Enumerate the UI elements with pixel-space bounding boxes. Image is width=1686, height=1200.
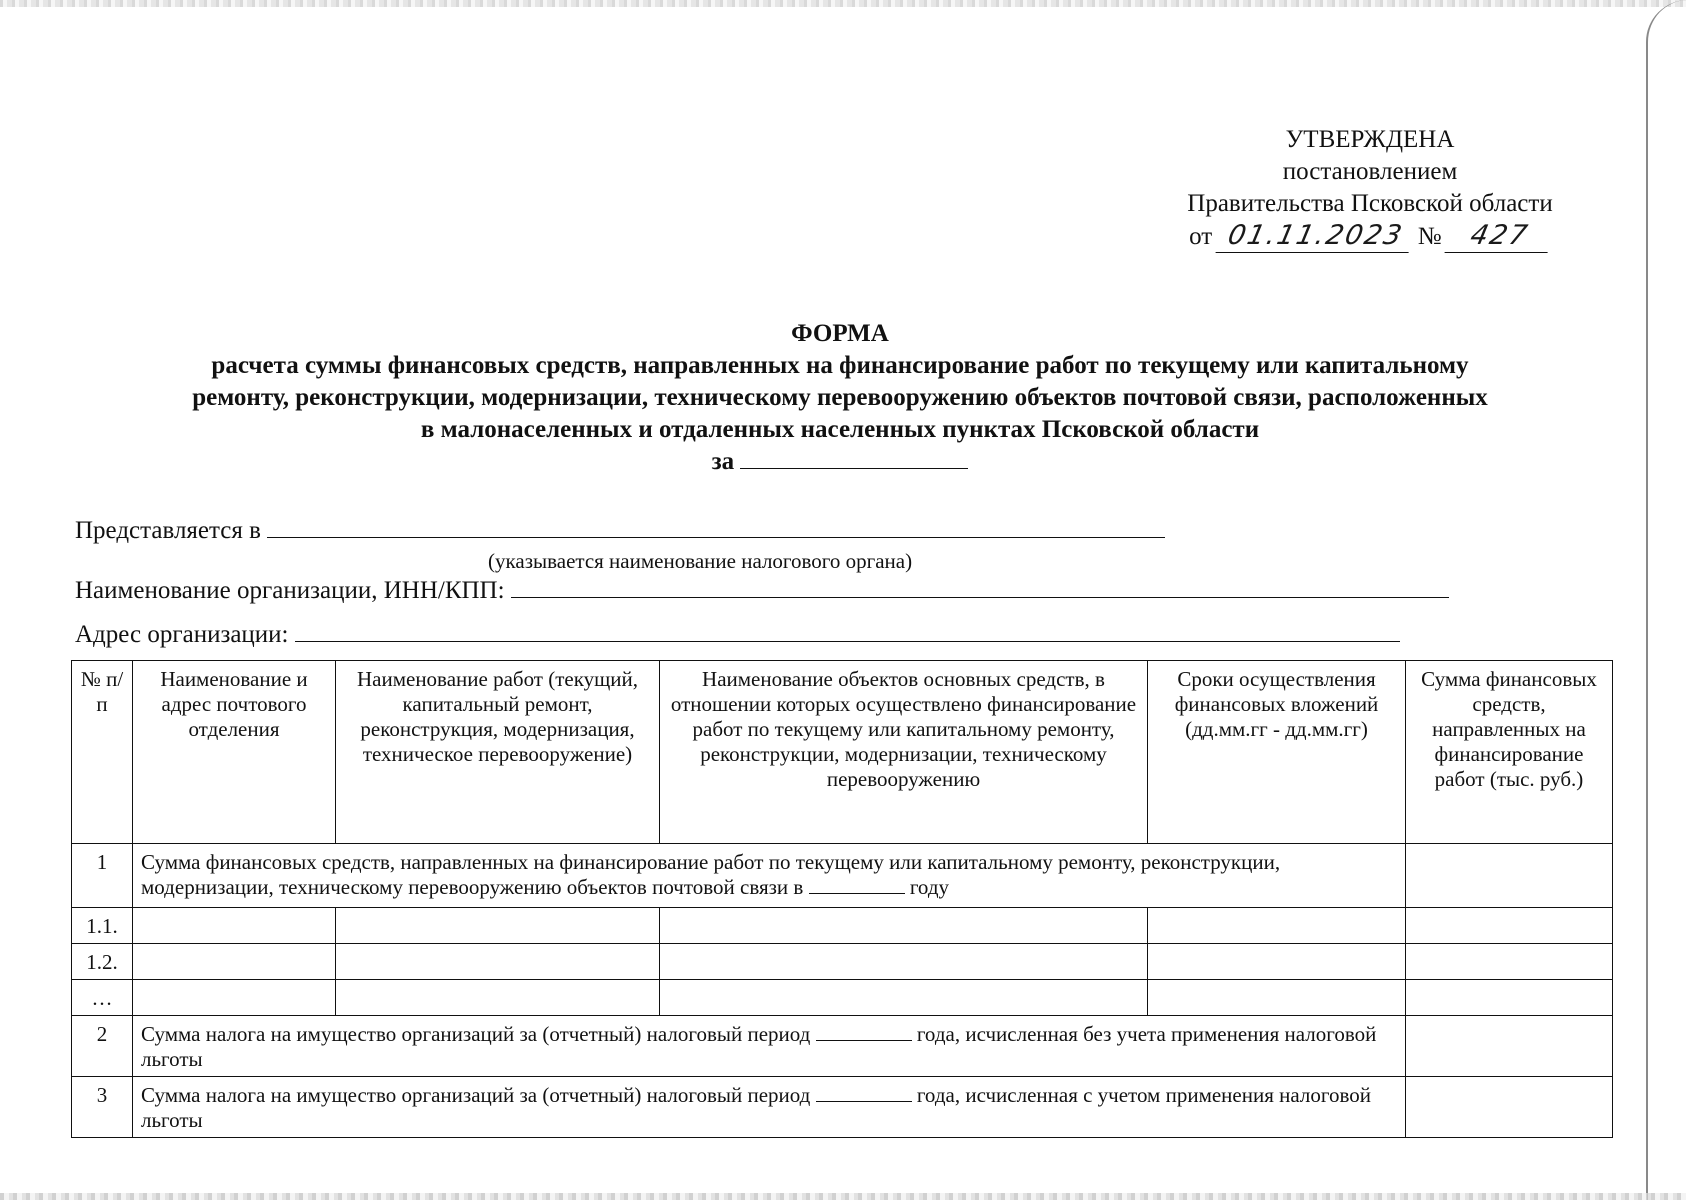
row-description [133,844,1406,908]
approval-date-line [1140,220,1600,253]
row-description [133,1016,1406,1077]
scan-edge-bottom [0,1193,1686,1200]
org-address-blank[interactable] [295,641,1400,642]
table-cell[interactable] [1406,980,1613,1016]
header-fixed-assets: Наименование объектов основных средств, в отношении которых осуществлено финансирование работ по текущему или капитальному ремонту, реконструкции, модернизации, техническому перевооружению [660,661,1148,844]
org-address-label: Адрес организации: [75,621,289,648]
number-prefix: № [1417,223,1442,250]
row-text: Сумма налога на имущество организаций за (отчетный) налоговый период [141,1022,811,1046]
table-cell[interactable] [1148,944,1406,980]
approval-by: постановлением [1282,158,1458,185]
table-cell[interactable] [660,980,1148,1016]
org-address-row [75,621,1400,649]
org-name-label: Наименование организации, ИНН/КПП: [75,577,505,604]
org-name-row [75,577,1449,605]
table-row [72,1016,1613,1077]
table-cell[interactable] [133,908,336,944]
table-cell[interactable] [336,944,660,980]
table-header-row [72,661,1613,844]
approval-block [1140,124,1600,253]
row-num: 1.2. [72,944,133,980]
amount-cell[interactable] [1406,1016,1613,1077]
table-cell[interactable] [1406,908,1613,944]
table-row [72,980,1613,1016]
form-heading: ФОРМА [791,320,889,347]
table-cell[interactable] [1148,908,1406,944]
row-num: 2 [72,1016,133,1077]
table-cell[interactable] [1148,980,1406,1016]
row-text-suffix: года, исчисленная с учетом применения налоговой льготы [141,1083,1371,1132]
approval-authority: Правительства Псковской области [1187,190,1553,217]
header-dates: Сроки осуществления финансовых вложений (дд.мм.гг - дд.мм.гг) [1148,661,1406,844]
period-year-blank[interactable] [816,1083,912,1102]
date-prefix: от [1189,223,1213,250]
period-line [40,446,1640,478]
form-title-line-3: в малонаселенных и отдаленных населенных пунктах Псковской области [420,416,1260,443]
row-description [133,1077,1406,1138]
amount-cell[interactable] [1406,1077,1613,1138]
table-row [72,908,1613,944]
submitted-to-hint: (указывается наименование налогового органа) [488,549,913,573]
header-work-type: Наименование работ (текущий, капитальный ремонт, реконструкция, модернизация, техническое перевооружение) [336,661,660,844]
scan-edge-top [0,0,1686,7]
table-row [72,844,1613,908]
approval-date: 01.11.2023 [1215,220,1415,253]
row-num: 3 [72,1077,133,1138]
row-text-suffix: года, исчисленная без учета применения налоговой льготы [141,1022,1377,1071]
row-num: 1.1. [72,908,133,944]
submitted-to-row [75,517,1165,545]
submitted-to-blank[interactable] [267,537,1165,538]
header-amount: Сумма финансовых средств, направленных на финансирование работ (тыс. руб.) [1406,661,1613,844]
row-text: Сумма финансовых средств, направленных на финансирование работ по текущему или капитальному ремонту, реконструкции, модернизации, техническому перевооружению объектов почтовой связи в [141,850,1281,899]
submitted-to-label: Представляется в [75,517,261,544]
period-prefix: за [711,448,735,475]
row-num: 1 [72,844,133,908]
period-year-blank[interactable] [816,1022,912,1041]
amount-cell[interactable] [1406,844,1613,908]
table-cell[interactable] [133,980,336,1016]
period-blank[interactable] [740,468,968,469]
table-row [72,1077,1613,1138]
header-post-office: Наименование и адрес почтового отделения [133,661,336,844]
approval-status: УТВЕРЖДЕНА [1285,126,1455,153]
table-cell[interactable] [660,944,1148,980]
form-title-line-1: расчета суммы финансовых средств, направленных на финансирование работ по текущему или капитальному [211,352,1469,379]
scan-page-curl [1646,0,1686,1200]
form-title-line-2: ремонту, реконструкции, модернизации, техническому перевооружению объектов почтовой связи, расположенных [192,384,1488,411]
header-num: № п/п [72,661,133,844]
row-num: … [72,980,133,1016]
table-cell[interactable] [1406,944,1613,980]
financing-table [71,660,1613,1138]
table-cell[interactable] [133,944,336,980]
approval-number: 427 [1444,220,1554,253]
org-name-blank[interactable] [511,597,1449,598]
year-blank[interactable] [809,875,905,894]
table-cell[interactable] [336,980,660,1016]
table-cell[interactable] [660,908,1148,944]
row-text: Сумма налога на имущество организаций за (отчетный) налоговый период [141,1083,811,1107]
table-row [72,944,1613,980]
form-title [40,318,1640,478]
table-cell[interactable] [336,908,660,944]
row-text-suffix: году [909,875,950,899]
